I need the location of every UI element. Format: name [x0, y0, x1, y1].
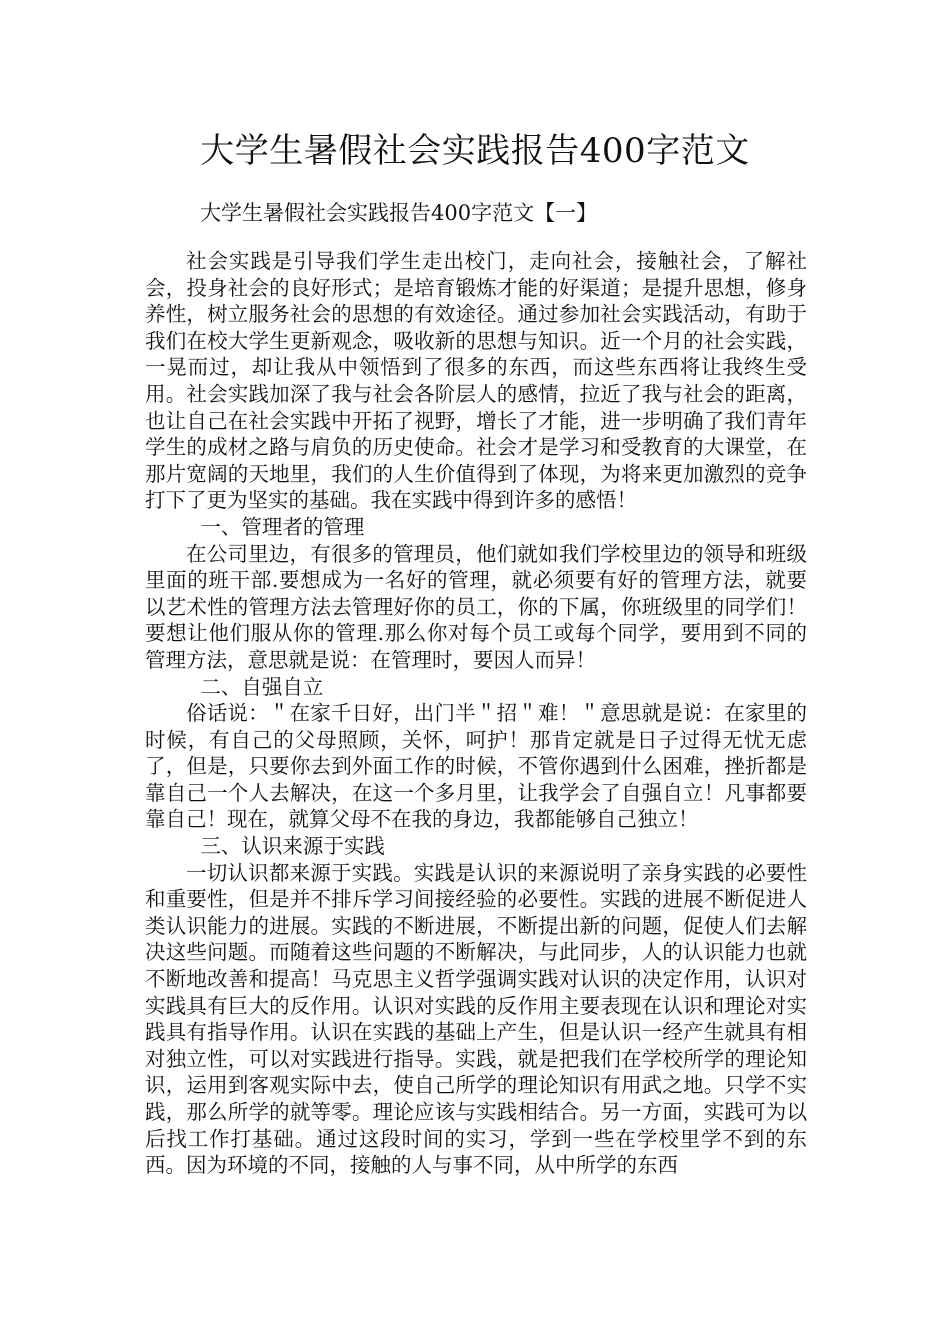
- point-heading-3: 三、认识来源于实践: [200, 834, 385, 859]
- intro-paragraph: 社会实践是引导我们学生走出校门，走向社会，接触社会，了解社会，投身社会的良好形式；是培育锻炼才能的好渠道；是提升思想，修身养性，树立服务社会的思想的有效途径。通过参加社会实践活动，有助于我们在校大学生更新观念，吸收新的思想与知识。近一个月的社会实践，一晃而过，却让我从中领悟到了很多的东西，而这些东西将让我终生受用。社会实践加深了我与社会各阶层人的感情，拉近了我与社会的距离，也让自己在社会实践中开拓了视野，增长了才能，进一步明确了我们青年学生的成材之路与肩负的历史使命。社会才是学习和受教育的大课堂，在那片宽阔的天地里，我们的人生价值得到了体现，为将来更加激烈的竞争打下了更为坚实的基础。我在实践中得到许多的感悟！: [145, 249, 807, 513]
- point-paragraph-1: 在公司里边，有很多的管理员，他们就如我们学校里边的领导和班级里面的班干部.要想成为一名好的管理，就必须要有好的管理方法，就要以艺术性的管理方法去管理好你的员工，你的下属，你班级里的同学们！要想让他们服从你的管理.那么你对每个员工或每个同学，要用到不同的管理方法，意思就是说：在管理时，要因人而异！: [145, 541, 807, 672]
- point-paragraph-2: 俗话说：＂在家千日好，出门半＂招＂难！＂意思就是说：在家里的时候，有自己的父母照顾，关怀，呵护！那肯定就是日子过得无忧无虑了，但是，只要你去到外面工作的时候，不管你遇到什么困难，挫折都是靠自己一个人去解决，在这一个多月里，让我学会了自强自立！凡事都要靠自己！现在，就算父母不在我的身边，我都能够自己独立！: [145, 701, 807, 832]
- point-heading-1: 一、管理者的管理: [200, 514, 365, 539]
- section-heading: 大学生暑假社会实践报告400字范文【一】: [200, 201, 598, 225]
- point-heading-2: 二、自强自立: [200, 674, 324, 699]
- document-title: 大学生暑假社会实践报告400字范文: [200, 131, 750, 171]
- point-paragraph-3: 一切认识都来源于实践。实践是认识的来源说明了亲身实践的必要性和重要性，但是并不排斥学习间接经验的必要性。实践的进展不断促进人类认识能力的进展。实践的不断进展，不断提出新的问题，促使人们去解决这些问题。而随着这些问题的不断解决，与此同步，人的认识能力也就不断地改善和提高！马克思主义哲学强调实践对认识的决定作用，认识对实践具有巨大的反作用。认识对实践的反作用主要表现在认识和理论对实践具有指导作用。认识在实践的基础上产生，但是认识一经产生就具有相对独立性，可以对实践进行指导。实践，就是把我们在学校所学的理论知识，运用到客观实际中去，使自己所学的理论知识有用武之地。只学不实践，那么所学的就等零。理论应该与实践相结合。另一方面，实践可为以后找工作打基础。通过这段时间的实习，学到一些在学校里学不到的东西。因为环境的不同，接触的人与事不同，从中所学的东西: [145, 860, 807, 1178]
- document-body: [145, 248, 807, 1179]
